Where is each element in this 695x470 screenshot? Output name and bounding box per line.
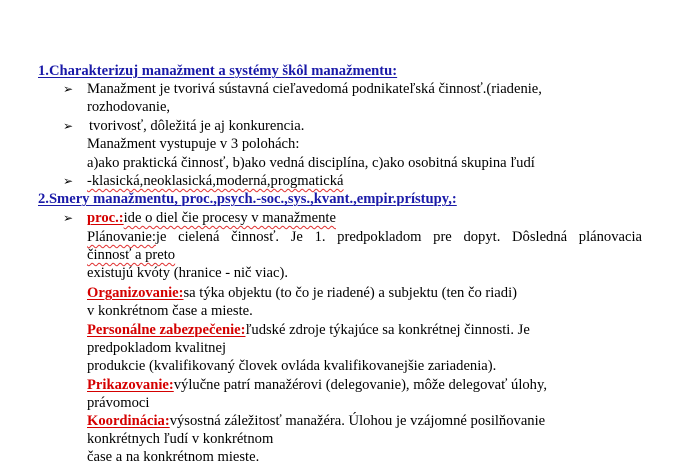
koordinacia-line-3: čase a na konkrétnom mieste.	[87, 449, 260, 465]
personalne-line-1	[87, 321, 530, 339]
personalne-text-1: ľudské zdroje týkajúce sa konkrétnej činnosti. Je	[245, 322, 530, 338]
s1-bullet-3-line-1	[87, 172, 344, 190]
planovanie-line-3: existujú kvóty (hranice - nič viac).	[87, 265, 288, 281]
bullet-arrow-icon: ➢	[63, 211, 74, 225]
koordinacia-line-1	[87, 412, 545, 430]
section-1-heading: 1.Charakterizuj manažment a systémy škôl manažmentu:	[38, 63, 398, 79]
prikazovanie-text-1: výlučne patrí manažérovi (delegovanie), môže delegovať úlohy,	[173, 377, 547, 393]
s1-bullet-1-line-2: rozhodovanie,	[87, 99, 171, 115]
organizovanie-text-1: sa týka objektu (to čo je riadené) a subjektu (ten čo riadi)	[183, 285, 517, 301]
personalne-line-3: produkcie (kvalifikovaný človek ovláda kvalifikovanejšie zariadenia).	[87, 358, 497, 374]
koordinacia-line-2: konkrétnych ľudí v konkrétnom	[87, 431, 274, 447]
koordinacia-text-1: výsostná záležitosť manažéra. Úlohou je vzájomné posilňovanie	[169, 413, 546, 429]
personalne-term: Personálne zabezpečenie:	[87, 322, 246, 338]
s1-bullet-1-line-1: Manažment je tvorivá sústavná cieľavedomá podnikateľská činnosť.(riadenie,	[87, 81, 542, 97]
organizovanie-line-1	[87, 284, 517, 302]
bullet-arrow-icon: ➢	[63, 174, 74, 188]
prikazovanie-line-2: právomoci	[87, 395, 150, 411]
proc-term: proc.:	[87, 210, 124, 226]
proc-text: ide o diel čie procesy v manažmente	[123, 210, 336, 226]
planovanie-text-1: je cielená činnosť. Je 1. predpokladom pre dopyt. Dôsledná plánovacia	[155, 229, 642, 245]
prikazovanie-term: Prikazovanie:	[87, 377, 174, 393]
organizovanie-line-2: v konkrétnom čase a mieste.	[87, 303, 253, 319]
schools-list-text: -klasická,neoklasická,moderná,progmatická	[87, 173, 344, 189]
prikazovanie-line-1	[87, 376, 547, 394]
s1-bullet-2-line-1: tvorivosť, dôležitá je aj konkurencia.	[89, 118, 305, 134]
bullet-arrow-icon: ➢	[63, 119, 74, 133]
s1-bullet-2-line-2: Manažment vystupuje v 3 polohách:	[87, 136, 300, 152]
s1-bullet-2-line-3: a)ako praktická činnosť, b)ako vedná disciplína, c)ako osobitná skupina ľudí	[87, 155, 535, 171]
organizovanie-term: Organizovanie:	[87, 285, 184, 301]
s2-proc-line	[87, 209, 336, 227]
planovanie-line-1	[87, 228, 642, 246]
section-2-heading: 2.Smery manažmentu, proc.,psych.-soc.,sys.,kvant.,empir.prístupy,:	[38, 191, 457, 207]
planovanie-text-2: činnosť a preto	[87, 247, 176, 263]
personalne-line-2: predpokladom kvalitnej	[87, 340, 227, 356]
bullet-arrow-icon: ➢	[63, 82, 74, 96]
planovanie-line-2	[87, 246, 175, 264]
koordinacia-term: Koordinácia:	[87, 413, 170, 429]
planovanie-term: Plánovanie:	[87, 229, 156, 245]
